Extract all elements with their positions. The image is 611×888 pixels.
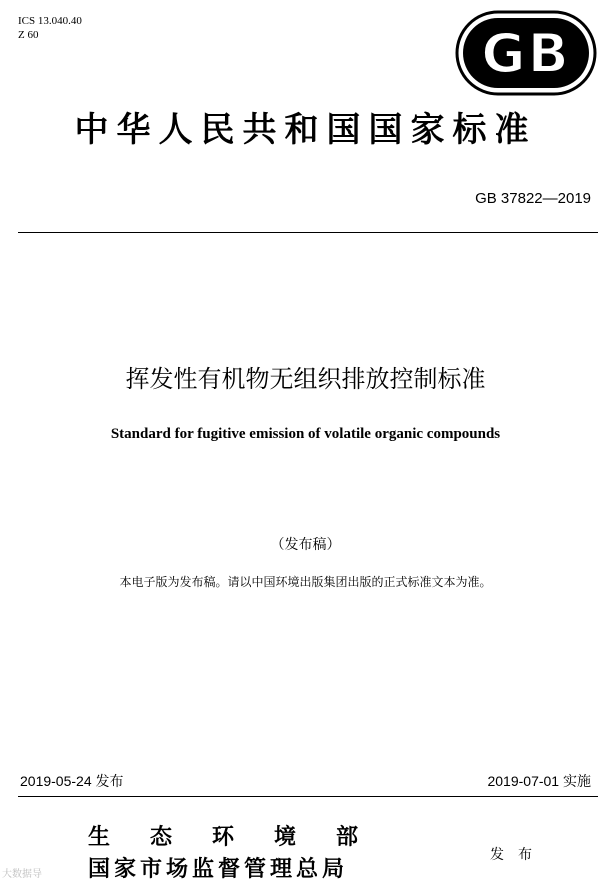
- watermark: 大数据导: [2, 869, 42, 880]
- issuer-ministry: 生态环境部: [88, 824, 399, 850]
- implementation-date: 2019-07-01 实施: [487, 773, 591, 789]
- bottom-divider: [18, 796, 598, 797]
- standard-name: 中华人民共和国国家标准: [74, 110, 537, 150]
- ics-block: [18, 14, 82, 42]
- gb-logo: [455, 10, 597, 96]
- issuer-administration: 国家市场监督管理总局: [88, 856, 349, 882]
- ics-code: ICS 13.040.40: [18, 15, 82, 27]
- title-chinese: 挥发性有机物无组织排放控制标准: [125, 365, 486, 393]
- publish-label: 发布: [490, 847, 546, 863]
- gb-logo-text: GB: [481, 22, 571, 85]
- top-divider: [18, 232, 598, 233]
- draft-label: （发布稿）: [270, 537, 341, 553]
- electronic-version-notice: 本电子版为发布稿。请以中国环境出版集团出版的正式标准文本为准。: [119, 575, 492, 589]
- issue-date: 2019-05-24 发布: [20, 773, 124, 789]
- standard-code: GB 37822—2019: [475, 190, 591, 207]
- title-english: Standard for fugitive emission of volatile organic compounds: [110, 426, 501, 442]
- classification-code: Z 60: [18, 29, 39, 41]
